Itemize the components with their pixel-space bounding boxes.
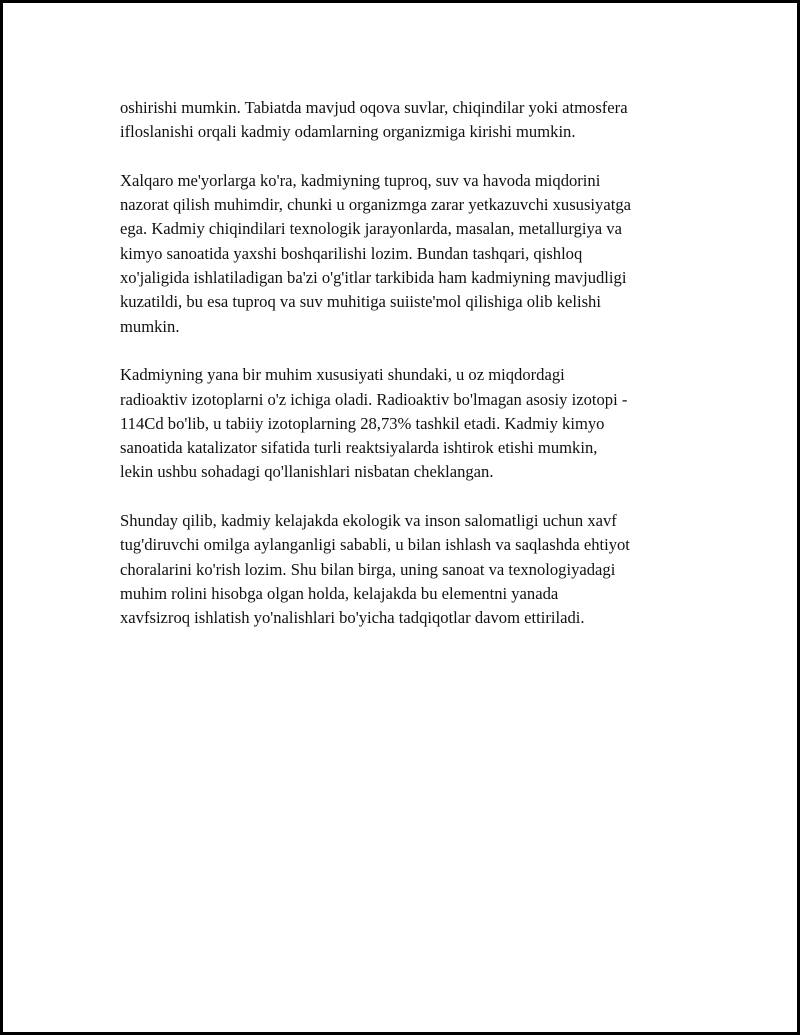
paragraph-2 bbox=[120, 169, 692, 339]
text-line: tug'diruvchi omilga aylanganligi sababli, u bilan ishlash va saqlashda ehtiyot bbox=[120, 535, 630, 555]
text-line: Xalqaro me'yorlarga ko'ra, kadmiyning tuproq, suv va havoda miqdorini bbox=[120, 170, 601, 190]
text-line: sanoatida katalizator sifatida turli reaktsiyalarda ishtirok etishi mumkin, bbox=[120, 438, 598, 458]
text-line: xo'jaligida ishlatiladigan ba'zi o'g'itlar tarkibida ham kadmiyning mavjudligi bbox=[120, 268, 627, 288]
document-body bbox=[120, 96, 692, 655]
text-line: choralarini ko'rish lozim. Shu bilan birga, uning sanoat va texnologiyadagi bbox=[120, 559, 616, 579]
text-line: lekin ushbu sohadagi qo'llanishlari nisbatan cheklangan. bbox=[120, 462, 494, 482]
text-line: oshirishi mumkin. Tabiatda mavjud oqova suvlar, chiqindilar yoki atmosfera bbox=[120, 98, 628, 117]
text-line: kuzatildi, bu esa tuproq va suv muhitiga suiiste'mol qilishiga olib kelishi bbox=[120, 292, 601, 312]
text-line: xavfsizroq ishlatish yo'nalishlari bo'yicha tadqiqotlar davom ettiriladi. bbox=[120, 608, 585, 628]
text-line: nazorat qilish muhimdir, chunki u organizmga zarar yetkazuvchi xususiyatga bbox=[120, 195, 631, 215]
text-line: ega. Kadmiy chiqindilari texnologik jarayonlarda, masalan, metallurgiya va bbox=[120, 219, 622, 239]
text-line: Shunday qilib, kadmiy kelajakda ekologik va inson salomatligi uchun xavf bbox=[120, 511, 617, 531]
text-line: radioaktiv izotoplarni o'z ichiga oladi. Radioaktiv bo'lmagan asosiy izotopi - bbox=[120, 389, 628, 409]
text-line: muhim rolini hisobga olgan holda, kelajakda bu elementni yanada bbox=[120, 583, 559, 603]
text-line: ifloslanishi orqali kadmiy odamlarning organizmiga kirishi mumkin. bbox=[120, 122, 576, 142]
text-line: mumkin. bbox=[120, 316, 180, 336]
paragraph-4 bbox=[120, 509, 692, 630]
paragraph-3 bbox=[120, 363, 692, 484]
text-line: 114Cd bo'lib, u tabiiy izotoplarning 28,73% tashkil etadi. Kadmiy kimyo bbox=[120, 413, 605, 433]
paragraph-1 bbox=[120, 96, 692, 145]
text-line: kimyo sanoatida yaxshi boshqarilishi lozim. Bundan tashqari, qishloq bbox=[120, 243, 583, 263]
text-line: Kadmiyning yana bir muhim xususiyati shundaki, u oz miqdordagi bbox=[120, 365, 565, 385]
